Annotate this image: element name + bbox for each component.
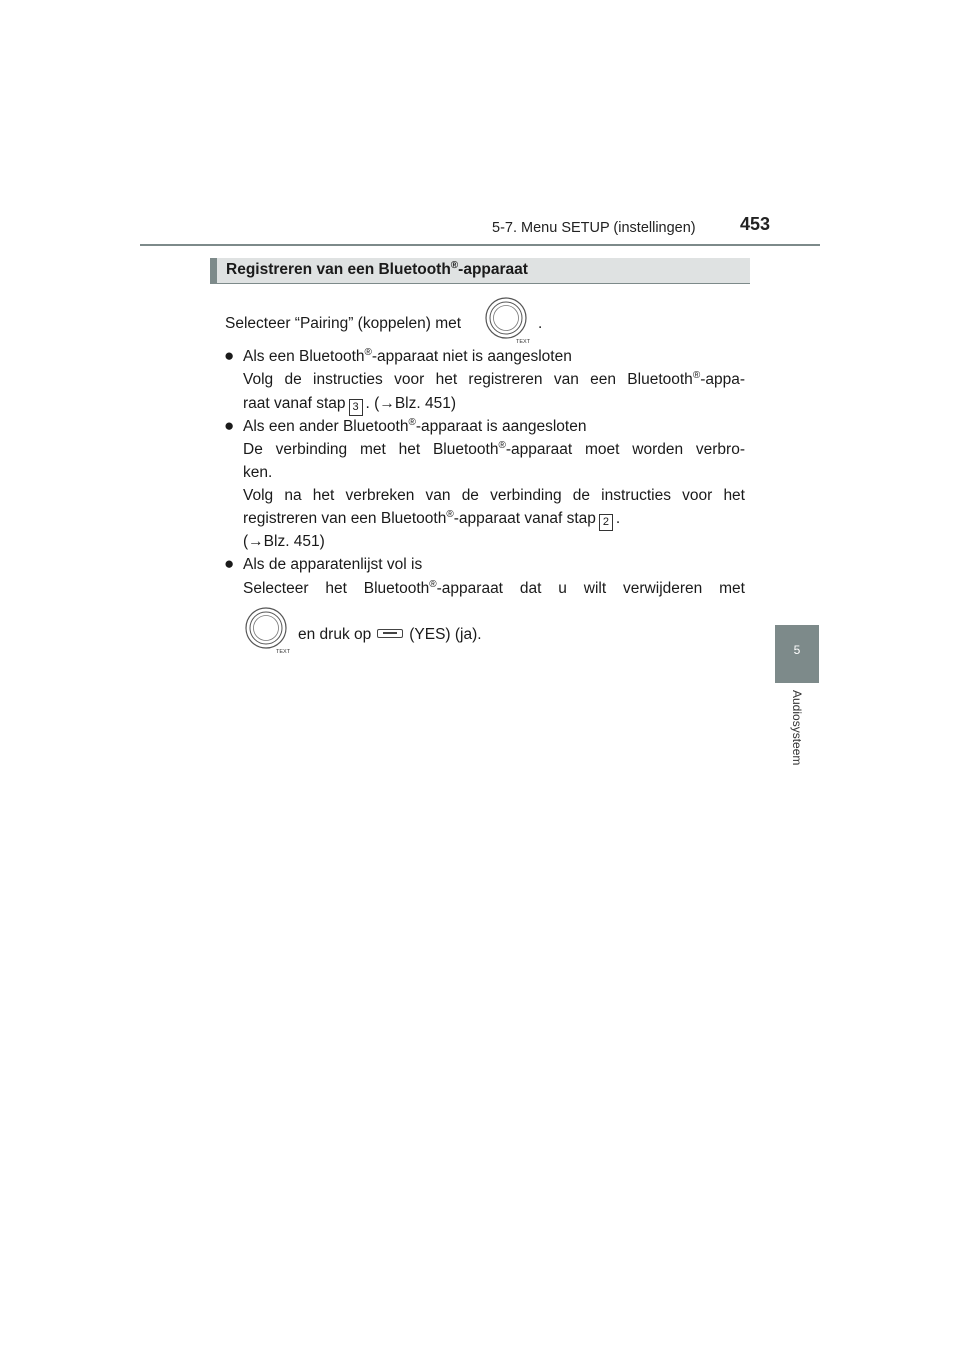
intro-text: Selecteer “Pairing” (koppelen) met — [225, 315, 462, 332]
page-number: 453 — [740, 214, 771, 234]
tune-select-knob-icon — [480, 296, 538, 346]
bullet-3-title: Als de apparatenlijst vol is — [243, 556, 423, 573]
step-2-box: 2 — [599, 514, 613, 531]
step-3-box: 3 — [349, 399, 363, 416]
section-title: Registreren van een Bluetooth®-apparaat — [226, 259, 528, 278]
chapter-number: 5 — [793, 643, 801, 657]
header-section-text: 5-7. Menu SETUP (instellingen) — [492, 220, 696, 236]
bullet-2-line-5: (→Blz. 451) — [243, 533, 325, 550]
intro-period: . — [538, 315, 543, 332]
bullet-1-marker: ● — [224, 346, 235, 365]
svg-text:TEXT: TEXT — [516, 339, 531, 345]
svg-text:TEXT: TEXT — [276, 649, 291, 655]
bullet-2-line-3: Volg na het verbreken van de verbinding de instructies voor het — [243, 487, 745, 504]
bullet-2-title: Als een ander Bluetooth®-apparaat is aangesloten — [243, 416, 587, 435]
section-accent — [210, 258, 217, 283]
bullet-2-line-2: ken. — [243, 464, 273, 481]
chapter-label: Audiosysteem — [790, 690, 804, 766]
bullet-3-marker: ● — [224, 554, 235, 573]
chapter-tab — [775, 625, 819, 683]
bullet-1-line-1: Volg de instructies voor het registreren van een Bluetooth®-appa- — [243, 369, 745, 388]
yes-button-icon — [377, 629, 403, 638]
bullet-2-marker: ● — [224, 416, 235, 435]
bullet-3-line-1: Selecteer het Bluetooth®-apparaat dat u wilt verwijderen met — [243, 578, 745, 597]
bullet-2-line-1: De verbinding met het Bluetooth®-apparaat moet worden verbro- — [243, 439, 745, 458]
bullet-1-line-2: raat vanaf stap 3 . (→Blz. 451) — [243, 394, 456, 416]
header-rule — [140, 244, 820, 246]
section-heading — [210, 258, 750, 284]
tune-select-knob-icon — [240, 606, 298, 656]
bullet-3-line-2: en druk op (YES) (ja). — [298, 626, 482, 643]
bullet-2-line-4: registreren van een Bluetooth®-apparaat vanaf stap 2 . — [243, 509, 620, 531]
bullet-1-title: Als een Bluetooth®-apparaat niet is aangesloten — [243, 346, 572, 365]
